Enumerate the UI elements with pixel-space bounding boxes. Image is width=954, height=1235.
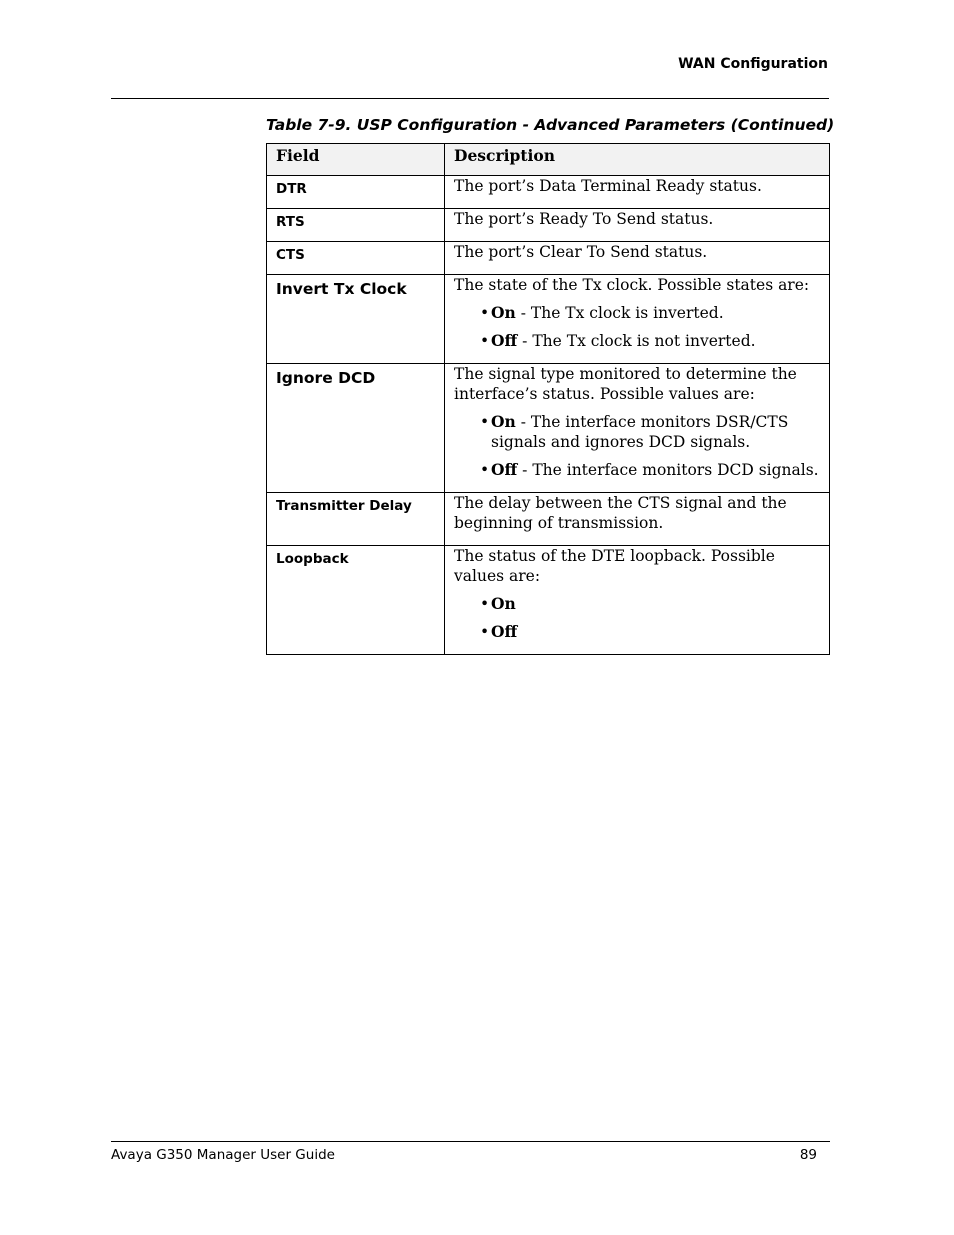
field-name: CTS: [267, 242, 445, 275]
option-list: [454, 412, 821, 480]
advanced-parameters-table: [266, 143, 830, 655]
bullet-icon: •: [480, 623, 490, 641]
option-list: [454, 594, 821, 642]
table-header-row: [267, 144, 830, 176]
field-description: [445, 242, 830, 275]
description-text: The port’s Ready To Send status.: [454, 210, 714, 228]
option-item: [481, 412, 821, 452]
field-description: [445, 176, 830, 209]
option-item: [481, 460, 821, 480]
option-text: - The Tx clock is not inverted.: [517, 332, 756, 350]
table-row: [267, 242, 830, 275]
field-name: RTS: [267, 209, 445, 242]
option-item: [481, 622, 821, 642]
bullet-icon: •: [480, 461, 490, 479]
column-header-description: Description: [445, 144, 830, 176]
table-row: [267, 209, 830, 242]
field-name: DTR: [267, 176, 445, 209]
table-row: [267, 493, 830, 546]
option-text: - The interface monitors DCD signals.: [517, 461, 819, 479]
field-description: [445, 546, 830, 655]
bullet-icon: •: [480, 595, 490, 613]
option-label: On: [491, 303, 516, 322]
option-list: [454, 303, 821, 351]
field-name: Transmitter Delay: [267, 493, 445, 546]
running-header-section-title: WAN Configuration: [678, 56, 828, 72]
table-caption: Table 7-9. USP Configuration - Advanced Parameters (Continued): [266, 116, 835, 134]
option-label: Off: [491, 622, 518, 641]
option-text: - The interface monitors DSR/CTS signals and ignores DCD signals.: [491, 413, 789, 451]
table-row: [267, 275, 830, 364]
description-text: The state of the Tx clock. Possible states are:: [454, 276, 810, 294]
bullet-icon: •: [480, 332, 490, 350]
option-item: [481, 303, 821, 323]
field-name: Ignore DCD: [267, 364, 445, 493]
description-text: The port’s Data Terminal Ready status.: [454, 177, 762, 195]
column-header-field: Field: [267, 144, 445, 176]
description-text: The port’s Clear To Send status.: [454, 243, 708, 261]
bullet-icon: •: [480, 413, 490, 431]
option-label: Off: [491, 460, 518, 479]
option-text: - The Tx clock is inverted.: [515, 304, 724, 322]
field-description: [445, 209, 830, 242]
bullet-icon: •: [480, 304, 490, 322]
footer-guide-title: Avaya G350 Manager User Guide: [111, 1147, 335, 1163]
footer-divider: [111, 1141, 830, 1142]
field-name: Loopback: [267, 546, 445, 655]
option-label: On: [491, 412, 516, 431]
table-row: [267, 364, 830, 493]
field-name: Invert Tx Clock: [267, 275, 445, 364]
table-row: [267, 546, 830, 655]
description-text: The signal type monitored to determine the interface’s status. Possible values are:: [454, 365, 797, 403]
option-item: [481, 331, 821, 351]
option-label: On: [491, 594, 516, 613]
option-item: [481, 594, 821, 614]
field-description: [445, 493, 830, 546]
description-text: The status of the DTE loopback. Possible values are:: [454, 547, 775, 585]
page-number: 89: [799, 1147, 817, 1163]
option-label: Off: [491, 331, 518, 350]
description-text: The delay between the CTS signal and the beginning of transmission.: [454, 494, 787, 532]
field-description: [445, 275, 830, 364]
header-divider: [111, 98, 829, 99]
field-description: [445, 364, 830, 493]
table-row: [267, 176, 830, 209]
